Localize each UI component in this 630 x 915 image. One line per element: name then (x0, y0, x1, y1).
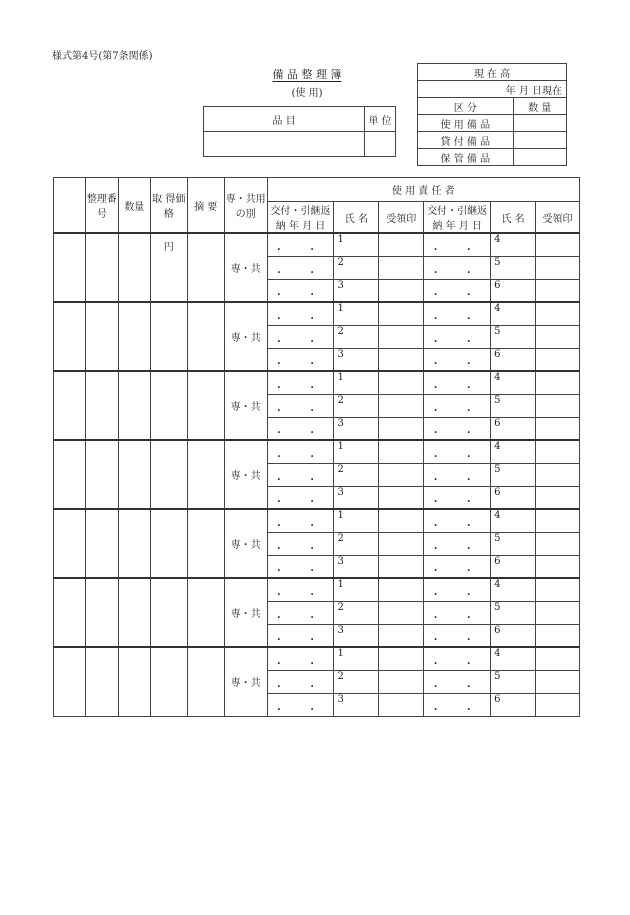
table-row (54, 371, 580, 394)
row-index: 4 (491, 440, 536, 463)
date-cell[interactable]: ・ ・ (267, 233, 334, 256)
seal-cell[interactable] (379, 601, 424, 624)
date-cell[interactable]: ・ ・ (424, 578, 491, 601)
table-row (54, 578, 580, 601)
usage-type-cell: 専・共 (224, 371, 267, 440)
summary-cell[interactable] (187, 440, 224, 509)
date-cell[interactable]: ・ ・ (267, 509, 334, 532)
table-row (54, 302, 580, 325)
blank-cell[interactable] (54, 509, 86, 578)
item-value-cell[interactable] (204, 132, 365, 157)
seal-cell[interactable] (536, 394, 580, 417)
seal-cell[interactable] (536, 417, 580, 440)
date-cell[interactable]: ・ ・ (267, 601, 334, 624)
date-cell[interactable]: ・ ・ (424, 486, 491, 509)
summary-cell[interactable] (187, 509, 224, 578)
register-title-text: 備 品 整 理 簿 (272, 68, 342, 81)
quantity-cell[interactable] (118, 440, 150, 509)
summary-cell[interactable] (187, 302, 224, 371)
seal-cell[interactable] (379, 670, 424, 693)
stock-row-label: 貸 付 備 品 (418, 132, 514, 149)
date-cell[interactable]: ・ ・ (267, 578, 334, 601)
seal-cell[interactable] (379, 555, 424, 578)
quantity-header: 数量 (118, 178, 150, 234)
row-index: 1 (334, 302, 379, 325)
stock-date-label: 年 月 日現在 (418, 81, 567, 98)
row-index: 4 (491, 509, 536, 532)
usage-type-cell: 専・共 (224, 578, 267, 647)
seal-cell[interactable] (536, 302, 580, 325)
seal-cell[interactable] (536, 325, 580, 348)
seal-cell[interactable] (379, 463, 424, 486)
date-cell[interactable]: ・ ・ (424, 371, 491, 394)
seal-cell[interactable] (379, 693, 424, 716)
date-cell[interactable]: ・ ・ (424, 509, 491, 532)
seal-cell[interactable] (379, 624, 424, 647)
date-cell[interactable]: ・ ・ (424, 394, 491, 417)
seal-cell[interactable] (379, 325, 424, 348)
number-cell[interactable] (85, 647, 118, 716)
seal-cell[interactable] (536, 693, 580, 716)
seal-cell[interactable] (379, 440, 424, 463)
row-index: 3 (334, 624, 379, 647)
date-header: 交付・引継返納 年 月 日 (424, 202, 491, 234)
date-cell[interactable]: ・ ・ (267, 532, 334, 555)
row-index: 4 (491, 371, 536, 394)
seal-cell[interactable] (536, 578, 580, 601)
price-cell[interactable] (150, 578, 187, 647)
date-cell[interactable]: ・ ・ (424, 670, 491, 693)
seal-cell[interactable] (536, 486, 580, 509)
seal-cell[interactable] (536, 555, 580, 578)
usage-type-cell: 専・共 (224, 647, 267, 716)
row-index: 4 (491, 233, 536, 256)
date-cell[interactable]: ・ ・ (424, 555, 491, 578)
blank-cell[interactable] (54, 578, 86, 647)
row-index: 6 (491, 555, 536, 578)
seal-cell[interactable] (379, 486, 424, 509)
seal-cell[interactable] (379, 532, 424, 555)
date-cell[interactable]: ・ ・ (424, 233, 491, 256)
row-index: 3 (334, 693, 379, 716)
date-cell[interactable]: ・ ・ (267, 256, 334, 279)
blank-cell[interactable] (54, 233, 86, 302)
price-cell[interactable]: 円 (150, 233, 187, 302)
seal-header: 受領印 (379, 202, 424, 234)
blank-cell[interactable] (54, 371, 86, 440)
quantity-cell[interactable] (118, 302, 150, 371)
usage-type-cell: 専・共 (224, 302, 267, 371)
seal-cell[interactable] (536, 624, 580, 647)
date-cell[interactable]: ・ ・ (267, 624, 334, 647)
date-cell[interactable]: ・ ・ (267, 371, 334, 394)
date-cell[interactable]: ・ ・ (267, 440, 334, 463)
register-title (232, 66, 382, 82)
row-index: 3 (334, 555, 379, 578)
usage-type-cell: 専・共 (224, 440, 267, 509)
row-index: 1 (334, 440, 379, 463)
table-row (54, 440, 580, 463)
date-cell[interactable]: ・ ・ (424, 624, 491, 647)
date-cell[interactable]: ・ ・ (424, 440, 491, 463)
usage-type-cell: 専・共 (224, 509, 267, 578)
quantity-label: 数 量 (513, 98, 566, 115)
row-index: 3 (334, 279, 379, 302)
unit-value-cell[interactable] (365, 132, 396, 157)
table-row (54, 233, 580, 256)
quantity-cell[interactable] (118, 371, 150, 440)
date-cell[interactable]: ・ ・ (424, 348, 491, 371)
seal-cell[interactable] (379, 348, 424, 371)
seal-cell[interactable] (536, 440, 580, 463)
category-label: 区 分 (418, 98, 514, 115)
date-cell[interactable]: ・ ・ (267, 325, 334, 348)
row-index: 6 (491, 693, 536, 716)
row-index: 2 (334, 463, 379, 486)
seal-cell[interactable] (379, 233, 424, 256)
number-header: 整理番号 (85, 178, 118, 234)
stock-row-value[interactable] (513, 149, 566, 166)
register-table (53, 177, 580, 717)
date-cell[interactable]: ・ ・ (267, 486, 334, 509)
date-cell[interactable]: ・ ・ (424, 601, 491, 624)
row-index: 5 (491, 601, 536, 624)
row-index: 6 (491, 279, 536, 302)
date-cell[interactable]: ・ ・ (267, 279, 334, 302)
number-cell[interactable] (85, 302, 118, 371)
date-cell[interactable]: ・ ・ (424, 693, 491, 716)
price-cell[interactable] (150, 647, 187, 716)
stock-row-value[interactable] (513, 115, 566, 132)
item-table (203, 106, 396, 157)
date-cell[interactable]: ・ ・ (424, 302, 491, 325)
stock-table (417, 63, 567, 166)
stock-row-label: 保 管 備 品 (418, 149, 514, 166)
row-index: 5 (491, 394, 536, 417)
row-index: 2 (334, 670, 379, 693)
quantity-cell[interactable] (118, 647, 150, 716)
blank-cell[interactable] (54, 440, 86, 509)
date-cell[interactable]: ・ ・ (267, 463, 334, 486)
price-header: 取 得価 格 (150, 178, 187, 234)
date-header: 交付・引継返納 年 月 日 (267, 202, 334, 234)
row-index: 1 (334, 371, 379, 394)
name-header: 氏 名 (491, 202, 536, 234)
seal-cell[interactable] (379, 647, 424, 670)
date-cell[interactable]: ・ ・ (424, 417, 491, 440)
quantity-cell[interactable] (118, 578, 150, 647)
row-index: 2 (334, 325, 379, 348)
price-cell[interactable] (150, 371, 187, 440)
number-cell[interactable] (85, 578, 118, 647)
date-cell[interactable]: ・ ・ (424, 463, 491, 486)
row-index: 6 (491, 624, 536, 647)
row-index: 3 (334, 486, 379, 509)
seal-cell[interactable] (379, 302, 424, 325)
seal-cell[interactable] (379, 371, 424, 394)
row-index: 1 (334, 647, 379, 670)
seal-cell[interactable] (536, 647, 580, 670)
responsible-header: 使 用 責 任 者 (267, 178, 579, 202)
row-index: 5 (491, 670, 536, 693)
seal-cell[interactable] (379, 578, 424, 601)
number-cell[interactable] (85, 440, 118, 509)
date-cell[interactable]: ・ ・ (424, 325, 491, 348)
date-cell[interactable]: ・ ・ (424, 532, 491, 555)
form-number: 様式第4号(第7条関係) (52, 51, 153, 62)
seal-cell[interactable] (379, 509, 424, 532)
row-index: 1 (334, 578, 379, 601)
row-index: 5 (491, 532, 536, 555)
date-cell[interactable]: ・ ・ (267, 417, 334, 440)
summary-cell[interactable] (187, 578, 224, 647)
blank-cell[interactable] (54, 302, 86, 371)
seal-cell[interactable] (379, 417, 424, 440)
seal-cell[interactable] (379, 279, 424, 302)
seal-cell[interactable] (536, 371, 580, 394)
seal-cell[interactable] (536, 463, 580, 486)
summary-cell[interactable] (187, 371, 224, 440)
blank-header (54, 178, 86, 234)
seal-cell[interactable] (536, 509, 580, 532)
date-cell[interactable]: ・ ・ (267, 302, 334, 325)
blank-cell[interactable] (54, 647, 86, 716)
seal-cell[interactable] (536, 601, 580, 624)
stock-row-value[interactable] (513, 132, 566, 149)
price-cell[interactable] (150, 509, 187, 578)
price-cell[interactable] (150, 302, 187, 371)
row-index: 6 (491, 417, 536, 440)
unit-label: 単 位 (365, 107, 396, 132)
stock-title: 現 在 高 (418, 64, 567, 81)
date-cell[interactable]: ・ ・ (424, 256, 491, 279)
seal-cell[interactable] (536, 233, 580, 256)
row-index: 2 (334, 256, 379, 279)
price-cell[interactable] (150, 440, 187, 509)
row-index: 5 (491, 325, 536, 348)
seal-cell[interactable] (536, 670, 580, 693)
register-subtitle: (使 用) (291, 88, 323, 99)
row-index: 4 (491, 647, 536, 670)
row-index: 6 (491, 348, 536, 371)
seal-cell[interactable] (536, 279, 580, 302)
row-index: 2 (334, 532, 379, 555)
seal-cell[interactable] (379, 394, 424, 417)
row-index: 1 (334, 233, 379, 256)
seal-cell[interactable] (379, 256, 424, 279)
seal-cell[interactable] (536, 532, 580, 555)
seal-header: 受領印 (536, 202, 580, 234)
date-cell[interactable]: ・ ・ (424, 647, 491, 670)
row-index: 2 (334, 601, 379, 624)
item-label: 品 目 (204, 107, 365, 132)
date-cell[interactable]: ・ ・ (424, 279, 491, 302)
row-index: 4 (491, 302, 536, 325)
name-header: 氏 名 (334, 202, 379, 234)
row-index: 5 (491, 463, 536, 486)
date-cell[interactable]: ・ ・ (267, 348, 334, 371)
summary-cell[interactable] (187, 647, 224, 716)
usage-type-header: 専・共用の別 (224, 178, 267, 234)
summary-cell[interactable] (187, 233, 224, 302)
seal-cell[interactable] (536, 348, 580, 371)
date-cell[interactable]: ・ ・ (267, 647, 334, 670)
summary-header: 摘 要 (187, 178, 224, 234)
row-index: 4 (491, 578, 536, 601)
table-row (54, 509, 580, 532)
number-cell[interactable] (85, 371, 118, 440)
quantity-cell[interactable] (118, 233, 150, 302)
date-cell[interactable]: ・ ・ (267, 670, 334, 693)
row-index: 6 (491, 486, 536, 509)
number-cell[interactable] (85, 509, 118, 578)
row-index: 5 (491, 256, 536, 279)
date-cell[interactable]: ・ ・ (267, 693, 334, 716)
date-cell[interactable]: ・ ・ (267, 555, 334, 578)
usage-type-cell: 専・共 (224, 233, 267, 302)
row-index: 1 (334, 509, 379, 532)
quantity-cell[interactable] (118, 509, 150, 578)
date-cell[interactable]: ・ ・ (267, 394, 334, 417)
row-index: 2 (334, 394, 379, 417)
stock-row-label: 使 用 備 品 (418, 115, 514, 132)
table-row (54, 647, 580, 670)
seal-cell[interactable] (536, 256, 580, 279)
row-index: 3 (334, 348, 379, 371)
number-cell[interactable] (85, 233, 118, 302)
row-index: 3 (334, 417, 379, 440)
